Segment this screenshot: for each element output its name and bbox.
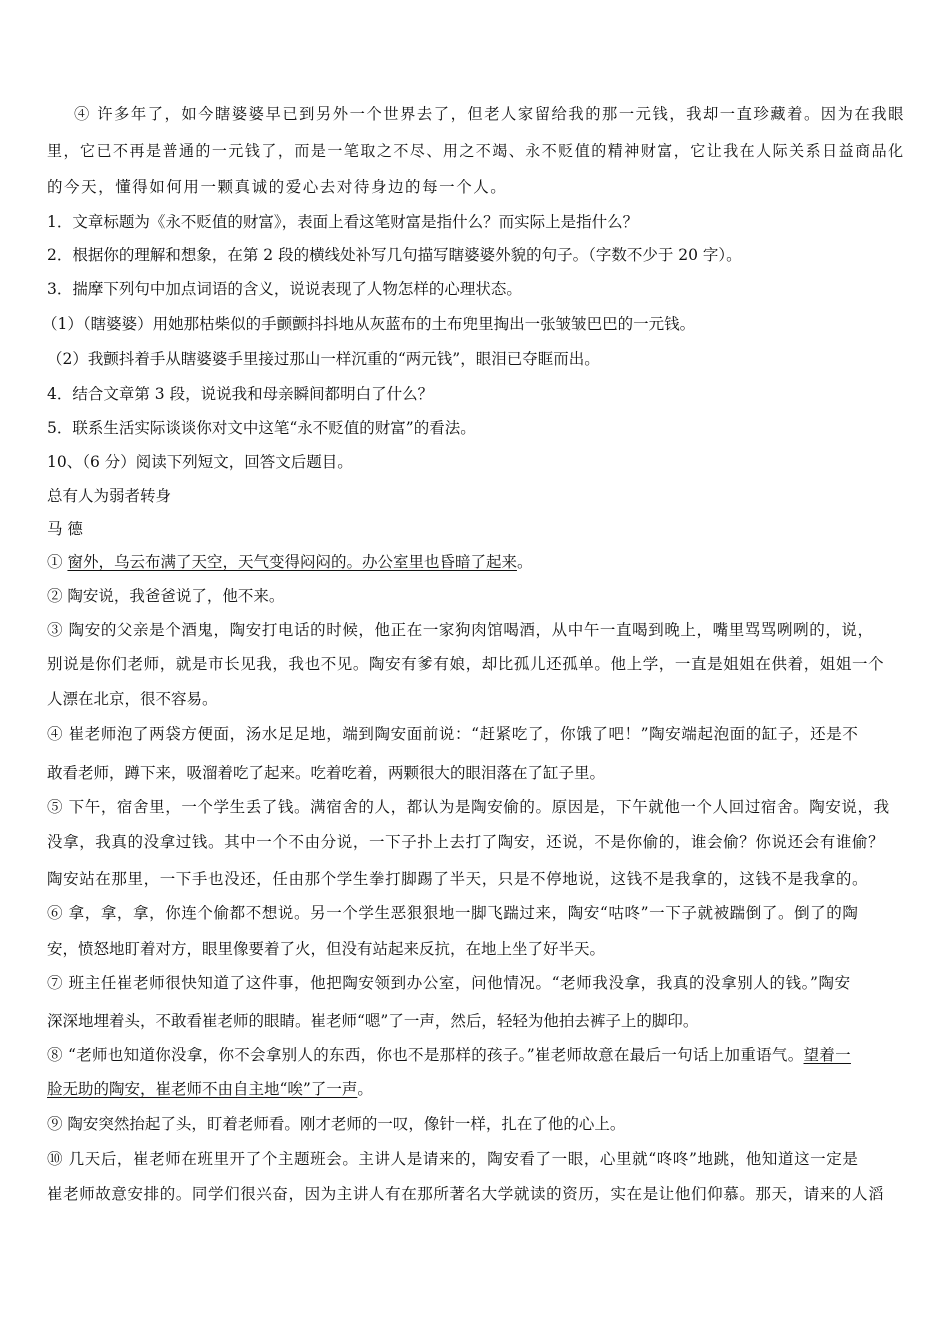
section-10-header: 10、（6 分）阅读下列短文，回答文后题目。 <box>47 453 353 471</box>
article-para-6-line2: 安，愤怒地盯着对方，眼里像要着了火，但没有站起来反抗，在地上坐了好半天。 <box>47 940 606 958</box>
question-2: 2．根据你的理解和想象，在第 2 段的横线处补写几句描写瞎婆婆外貌的句子。（字数不少于 20 字）。 <box>47 246 742 264</box>
article-para-7-line1: ⑦ 班主任崔老师很快知道了这件事，他把陶安领到办公室，问他情况。“老师我没拿，我真的没拿别人的钱。”陶安 <box>47 974 851 992</box>
article-title: 总有人为弱者转身 <box>47 487 172 505</box>
article-author: 马 德 <box>47 520 83 538</box>
para-8-underlined-start: 望着一 <box>803 1046 851 1064</box>
article-para-8-line2 <box>47 1078 373 1100</box>
article-para-4-line1: ④ 崔老师泡了两袋方便面，汤水足足地，端到陶安面前说：“赶紧吃了，你饿了吧！”陶安端起泡面的缸子，还是不 <box>47 725 859 743</box>
para4-line1: ④ 许多年了，如今瞎婆婆早已到另外一个世界去了，但老人家留给我的那一元钱，我却一直珍藏着。因为在我眼 <box>74 105 905 123</box>
para-8-underlined-text: 脸无助的陶安，崔老师不由自主地“唉”了一声 <box>47 1080 358 1098</box>
article-para-2: ② 陶安说，我爸爸说了，他不来。 <box>47 587 285 605</box>
question-3: 3．揣摩下列句中加点词语的含义，说说表现了人物怎样的心理状态。 <box>47 280 522 298</box>
article-para-6-line1: ⑥ 拿，拿，拿，你连个偷都不想说。另一个学生恶狠狠地一脚飞踹过来，陶安“咕咚”一下子就被踹倒了。倒了的陶 <box>47 904 859 922</box>
article-para-8-line1 <box>47 1044 851 1066</box>
article-para-3-line1: ③ 陶安的父亲是个酒鬼，陶安打电话的时候，他正在一家狗肉馆喝酒，从中午一直喝到晚上，嘴里骂骂咧咧的，说， <box>47 621 874 639</box>
article-para-5-line2: 没拿，我真的没拿过钱。其中一个不由分说，一下子扑上去打了陶安，还说，不是你偷的，谁会偷？你说还会有谁偷？ <box>47 833 885 851</box>
para4-line2: 里，它已不再是普通的一元钱了，而是一笔取之不尽、用之不竭、永不贬值的精神财富，它让我在人际关系日益商品化 <box>47 142 905 160</box>
question-4: 4．结合文章第 3 段，说说我和母亲瞬间都明白了什么？ <box>47 385 434 403</box>
article-para-3-line2: 别说是你们老师，就是市长见我，我也不见。陶安有爹有娘，却比孤儿还孤单。他上学，一直是姐姐在供着，姐姐一个 <box>47 655 885 673</box>
para-1-end: 。 <box>516 553 533 571</box>
question-3-1: （1）（瞎婆婆）用她那枯柴似的手颤颤抖抖地从灰蓝布的土布兜里掏出一张皱皱巴巴的一元钱。 <box>42 315 696 333</box>
para4-line3: 的今天，懂得如何用一颗真诚的爱心去对待身边的每一个人。 <box>47 178 508 196</box>
para-8-end: 。 <box>357 1080 373 1098</box>
para-8-text: ⑧ “老师也知道你没拿，你不会拿别人的东西，你也不是那样的孩子。”崔老师故意在最后一句话上加重语气。 <box>47 1046 804 1064</box>
article-para-5-line3: 陶安站在那里，一下手也没还，任由那个学生拳打脚踢了半天，只是不停地说，这钱不是我拿的，这钱不是我拿的。 <box>47 870 869 888</box>
article-para-9: ⑨ 陶安突然抬起了头，盯着老师看。刚才老师的一叹，像针一样，扎在了他的心上。 <box>47 1115 626 1133</box>
article-para-5-line1: ⑤ 下午，宿舍里，一个学生丢了钱。满宿舍的人，都认为是陶安偷的。原因是，下午就他一个人回过宿舍。陶安说，我 <box>47 798 890 816</box>
question-5: 5．联系生活实际谈谈你对文中这笔“永不贬值的财富”的看法。 <box>47 419 476 437</box>
article-para-4-line2: 敢看老师，蹲下来，吸溜着吃了起来。吃着吃着，两颗很大的眼泪落在了缸子里。 <box>47 764 606 782</box>
article-para-10-line2: 崔老师故意安排的。同学们很兴奋，因为主讲人有在那所著名大学就读的资历，实在是让他们仰慕。那天，请来的人滔 <box>47 1185 885 1203</box>
para-1-underlined-text: 窗外，乌云布满了天空，天气变得闷闷的。办公室里也昏暗了起来 <box>67 553 517 571</box>
question-3-2: （2）我颤抖着手从瞎婆婆手里接过那山一样沉重的“两元钱”，眼泪已夺眶而出。 <box>47 350 600 368</box>
question-1: 1．文章标题为《永不贬值的财富》，表面上看这笔财富是指什么？而实际上是指什么？ <box>47 213 639 231</box>
para-1-number: ① <box>47 553 68 571</box>
article-para-1 <box>47 551 532 573</box>
article-para-7-line2: 深深地埋着头，不敢看崔老师的眼睛。崔老师“嗯”了一声，然后，轻轻为他拍去裤子上的脚印。 <box>47 1012 699 1030</box>
article-para-3-line3: 人漂在北京，很不容易。 <box>47 690 218 708</box>
article-para-10-line1: ⑩ 几天后，崔老师在班里开了个主题班会。主讲人是请来的，陶安看了一眼，心里就“咚咚”地跳，他知道这一定是 <box>47 1150 859 1168</box>
